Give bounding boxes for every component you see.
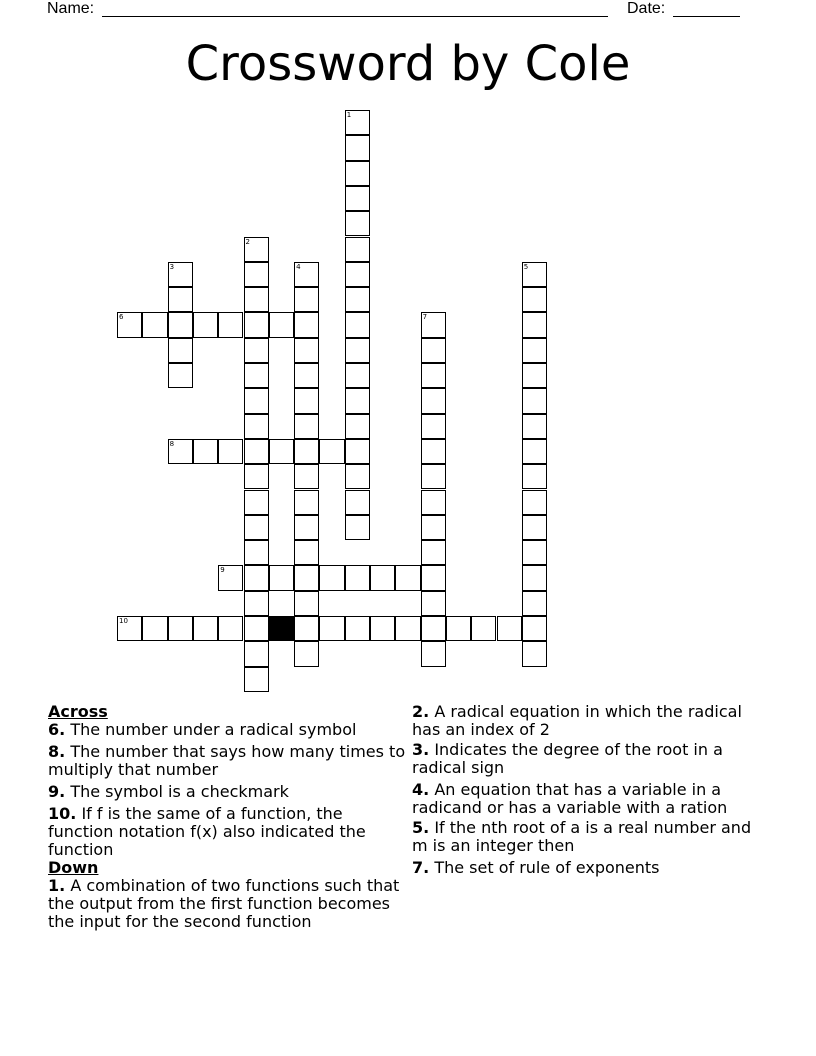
across-clue: [48, 783, 408, 801]
grid-cell[interactable]: [294, 616, 319, 641]
grid-cell[interactable]: [345, 439, 370, 464]
grid-cell[interactable]: [294, 439, 319, 464]
grid-cell[interactable]: [395, 565, 420, 590]
clue-number: 7.: [412, 858, 430, 877]
grid-cell[interactable]: [319, 439, 344, 464]
grid-cell[interactable]: [421, 464, 446, 489]
across-heading: Across: [48, 702, 108, 721]
grid-cell[interactable]: [244, 641, 269, 666]
grid-cell[interactable]: [142, 616, 167, 641]
grid-cell[interactable]: [244, 616, 269, 641]
down-clue: [412, 859, 757, 877]
clue-text: If f is the same of a function, the function notation f(x) also indicated the function: [48, 804, 366, 859]
grid-cell[interactable]: [244, 312, 269, 337]
grid-cell[interactable]: [522, 262, 547, 287]
grid-cell[interactable]: [269, 565, 294, 590]
grid-cell[interactable]: [294, 540, 319, 565]
grid-cell[interactable]: [421, 312, 446, 337]
clue-text: The set of rule of exponents: [434, 858, 660, 877]
grid-cell[interactable]: [345, 237, 370, 262]
grid-cell[interactable]: [345, 464, 370, 489]
grid-cell[interactable]: [522, 641, 547, 666]
down-clue: [412, 703, 757, 739]
grid-cell[interactable]: [168, 363, 193, 388]
grid-cell[interactable]: [244, 515, 269, 540]
clue-number: 9.: [48, 782, 66, 801]
grid-cell[interactable]: [294, 515, 319, 540]
grid-cell[interactable]: [421, 515, 446, 540]
clue-number: 4.: [412, 780, 430, 799]
grid-cell[interactable]: [345, 616, 370, 641]
grid-cell[interactable]: [497, 616, 522, 641]
cell-number: 5: [523, 262, 529, 271]
grid-block: [269, 616, 294, 641]
grid-cell[interactable]: [345, 515, 370, 540]
grid-cell[interactable]: [522, 540, 547, 565]
cell-number: 1: [346, 111, 352, 119]
down-clue: [48, 877, 408, 931]
grid-cell[interactable]: [345, 363, 370, 388]
grid-cell[interactable]: [244, 667, 269, 692]
grid-cell[interactable]: [269, 439, 294, 464]
clue-number: 5.: [412, 818, 430, 837]
grid-cell[interactable]: [294, 490, 319, 515]
grid-cell[interactable]: [294, 338, 319, 363]
grid-cell[interactable]: [218, 565, 243, 590]
across-clue: [48, 805, 408, 859]
grid-cell[interactable]: [294, 591, 319, 616]
grid-cell[interactable]: [395, 616, 420, 641]
grid-cell[interactable]: [421, 591, 446, 616]
grid-cell[interactable]: [294, 388, 319, 413]
grid-cell[interactable]: [168, 338, 193, 363]
down-clue: [412, 819, 757, 855]
grid-cell[interactable]: [522, 338, 547, 363]
grid-cell[interactable]: [421, 641, 446, 666]
grid-cell[interactable]: [446, 616, 471, 641]
grid-cell[interactable]: [471, 616, 496, 641]
grid-cell[interactable]: [294, 641, 319, 666]
clue-text: The number under a radical symbol: [70, 720, 357, 739]
grid-cell[interactable]: [168, 616, 193, 641]
grid-cell[interactable]: [345, 388, 370, 413]
grid-cell[interactable]: [142, 312, 167, 337]
cell-number: 2: [245, 237, 250, 246]
grid-cell[interactable]: [319, 565, 344, 590]
grid-cell[interactable]: [294, 565, 319, 590]
clue-number: 3.: [412, 740, 430, 759]
grid-cell[interactable]: [244, 414, 269, 439]
grid-cell[interactable]: [345, 186, 370, 211]
across-clue: [48, 743, 408, 779]
clue-number: 6.: [48, 720, 66, 739]
grid-cell[interactable]: [345, 161, 370, 186]
cell-number: 3: [169, 262, 175, 271]
grid-cell[interactable]: [244, 464, 269, 489]
grid-cell[interactable]: [244, 388, 269, 413]
grid-cell[interactable]: [244, 439, 269, 464]
grid-cell[interactable]: [421, 565, 446, 590]
grid-cell[interactable]: [244, 363, 269, 388]
grid-cell[interactable]: [345, 565, 370, 590]
cell-number: 9: [220, 566, 225, 575]
grid-cell[interactable]: [193, 439, 218, 464]
grid-cell[interactable]: [345, 414, 370, 439]
grid-cell[interactable]: [522, 439, 547, 464]
grid-cell[interactable]: [294, 312, 319, 337]
grid-cell[interactable]: [319, 616, 344, 641]
grid-cell[interactable]: [522, 490, 547, 515]
clue-text: The symbol is a checkmark: [70, 782, 289, 801]
grid-cell[interactable]: [345, 338, 370, 363]
grid-cell[interactable]: [421, 338, 446, 363]
grid-cell[interactable]: [244, 237, 269, 262]
grid-cell[interactable]: [421, 388, 446, 413]
grid-cell[interactable]: [244, 565, 269, 590]
cell-number: 7: [422, 313, 428, 322]
grid-cell[interactable]: [370, 616, 395, 641]
clue-number: 1.: [48, 876, 66, 895]
grid-cell[interactable]: [522, 287, 547, 312]
clue-text: Indicates the degree of the root in a radical sign: [412, 740, 723, 777]
grid-cell[interactable]: [345, 135, 370, 160]
grid-cell[interactable]: [421, 439, 446, 464]
grid-cell[interactable]: [345, 312, 370, 337]
grid-cell[interactable]: [522, 616, 547, 641]
grid-cell[interactable]: [244, 262, 269, 287]
clues-right-column: [412, 703, 757, 881]
grid-cell[interactable]: [345, 211, 370, 236]
across-clue: [48, 721, 408, 739]
grid-cell[interactable]: [294, 287, 319, 312]
grid-cell[interactable]: [522, 565, 547, 590]
grid-cell[interactable]: [218, 616, 243, 641]
grid-cell[interactable]: [218, 439, 243, 464]
clue-number: 8.: [48, 742, 66, 761]
name-label: Name:: [47, 0, 95, 17]
grid-cell[interactable]: [522, 464, 547, 489]
clue-number: 10.: [48, 804, 77, 823]
grid-cell[interactable]: [218, 312, 243, 337]
grid-cell[interactable]: [244, 287, 269, 312]
grid-cell[interactable]: [193, 312, 218, 337]
grid-cell[interactable]: [345, 287, 370, 312]
grid-cell[interactable]: [244, 490, 269, 515]
grid-cell[interactable]: [168, 439, 193, 464]
cell-number: 8: [169, 439, 175, 448]
grid-cell[interactable]: [244, 540, 269, 565]
grid-cell[interactable]: [345, 490, 370, 515]
grid-cell[interactable]: [370, 565, 395, 590]
grid-cell[interactable]: [168, 262, 193, 287]
clue-text: A combination of two functions such that the output from the first function becomes the input for the second function: [48, 876, 400, 931]
down-clue: [412, 781, 757, 817]
grid-cell[interactable]: [244, 591, 269, 616]
grid-cell[interactable]: [168, 312, 193, 337]
down-heading: Down: [48, 858, 99, 877]
grid-cell[interactable]: [294, 464, 319, 489]
grid-cell[interactable]: [244, 338, 269, 363]
grid-cell[interactable]: [522, 591, 547, 616]
clues-left-column: [48, 703, 408, 935]
cell-number: 4: [296, 262, 301, 271]
grid-cell[interactable]: [522, 388, 547, 413]
grid-cell[interactable]: [345, 262, 370, 287]
grid-cell[interactable]: [421, 616, 446, 641]
grid-cell[interactable]: [294, 262, 319, 287]
clue-text: If the nth root of a is a real number and m is an integer then: [412, 818, 752, 855]
clue-text: An equation that has a variable in a radicand or has a variable with a ration: [412, 780, 728, 817]
grid-cell[interactable]: [522, 414, 547, 439]
grid-cell[interactable]: [421, 363, 446, 388]
grid-cell[interactable]: [522, 363, 547, 388]
grid-cell[interactable]: [294, 414, 319, 439]
down-clue: [412, 741, 757, 777]
clue-text: A radical equation in which the radical has an index of 2: [412, 702, 742, 739]
date-label: Date:: [627, 0, 666, 17]
clue-text: The number that says how many times to multiply that number: [48, 742, 406, 779]
grid-cell[interactable]: [168, 287, 193, 312]
grid-cell[interactable]: [421, 414, 446, 439]
grid-cell[interactable]: [522, 515, 547, 540]
grid-cell[interactable]: [345, 110, 370, 135]
page-title: Crossword by Cole: [185, 36, 631, 92]
grid-cell[interactable]: [193, 616, 218, 641]
grid-cell[interactable]: [269, 312, 294, 337]
grid-cell[interactable]: [522, 312, 547, 337]
grid-cell[interactable]: [421, 540, 446, 565]
grid-cell[interactable]: [117, 616, 142, 641]
grid-cell[interactable]: [117, 312, 142, 337]
cell-number: 10: [119, 617, 128, 625]
grid-cell[interactable]: [294, 363, 319, 388]
clue-number: 2.: [412, 702, 430, 721]
cell-number: 6: [119, 313, 124, 322]
grid-cell[interactable]: [421, 490, 446, 515]
